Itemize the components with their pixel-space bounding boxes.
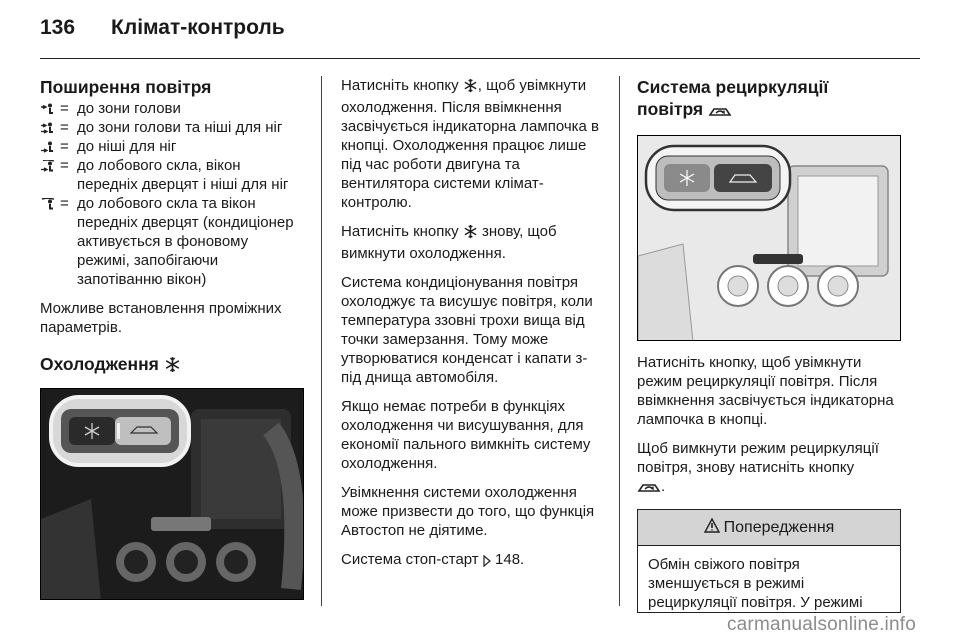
list-item: = до зони голови <box>40 99 304 118</box>
air-to-head-and-feet-icon <box>40 118 60 137</box>
list-item: = до зони голови та ніші для ніг <box>40 118 304 137</box>
column-2 <box>341 76 603 572</box>
warning-text: Обмін свіжого повітря зменшується в режимі рециркуляції повітря. У режимі <box>648 556 863 611</box>
autostop-paragraph: Увімкнення системи охолодження може призвести до того, що функція Автостоп не діятиме. <box>341 484 595 539</box>
recirculation-icon <box>708 101 732 123</box>
air-distribution-heading: Поширення повітря <box>40 77 212 97</box>
page-reference-icon <box>483 553 491 572</box>
cooling-on-paragraph: Натисніть кнопку , щоб увімкнути охолодження. Після ввімкнення засвічується індикаторна лампочка в кнопці. Охолодження працює лише під час роботи двигуна та вентилятора системи клімат-контролю. <box>341 77 600 211</box>
stop-start-reference: Система стоп-старт 148. <box>341 550 603 572</box>
column-divider <box>321 76 322 606</box>
cooling-heading: Охолодження <box>40 353 304 378</box>
page-header <box>40 16 285 52</box>
snowflake-icon <box>463 224 478 244</box>
page-number: 136 <box>40 16 76 39</box>
page-reference-link[interactable]: 148. <box>495 551 525 568</box>
warning-header: Попередження <box>638 510 900 546</box>
recirculation-on-paragraph: Натисніть кнопку, щоб увімкнути режим рециркуляції повітря. Після ввімкнення засвічується індикаторна лампочка в кнопці. <box>637 354 894 428</box>
column-3 <box>637 76 901 613</box>
recirculation-icon <box>637 480 661 499</box>
ac-button-photo <box>40 388 304 600</box>
snowflake-icon <box>164 356 181 378</box>
air-to-windscreen-icon <box>40 194 60 213</box>
list-item: = до лобового скла та вікон передніх дверцят (кондиціонер активується в фоновому режимі, запобігаючи запотіванню вікон) <box>40 194 304 289</box>
column-1 <box>40 76 304 600</box>
ac-system-paragraph: Система кондиціонування повітря охолоджує та висушує повітря, коли температура ззовні трохи вища від точки замерзання. Тому може утворюватися конденсат і капати з-під днища автомобіля. <box>341 274 593 386</box>
list-item: = до ніші для ніг <box>40 137 304 156</box>
cooling-off-paragraph: Натисніть кнопку знову, щоб вимкнути охолодження. <box>341 223 557 262</box>
list-item: = до лобового скла, вікон передніх дверцят і ніші для ніг <box>40 156 304 194</box>
air-to-windscreen-feet-icon <box>40 156 60 175</box>
warning-triangle-icon <box>704 518 720 538</box>
header-rule <box>40 58 920 59</box>
page-title: Клімат-контроль <box>111 16 285 39</box>
snowflake-icon <box>463 78 478 98</box>
column-divider <box>619 76 620 606</box>
watermark: carmanualsonline.info <box>726 614 916 635</box>
recirculation-heading: Система рециркуляції повітря <box>637 76 901 123</box>
recirculation-off-paragraph: Щоб вимкнути режим рециркуляції повітря, знову натисніть кнопку . <box>637 439 901 499</box>
air-distribution-list <box>40 99 304 289</box>
air-to-feet-icon <box>40 137 60 156</box>
air-to-head-icon <box>40 99 60 118</box>
intermediate-settings-note: Можливе встановлення проміжних параметрів. <box>40 300 282 336</box>
economy-paragraph: Якщо немає потреби в функціях охолодження чи висушування, для економії пального вимкніть систему охолодження. <box>341 398 591 472</box>
recirculation-button-photo <box>637 135 901 341</box>
warning-box <box>637 509 901 613</box>
